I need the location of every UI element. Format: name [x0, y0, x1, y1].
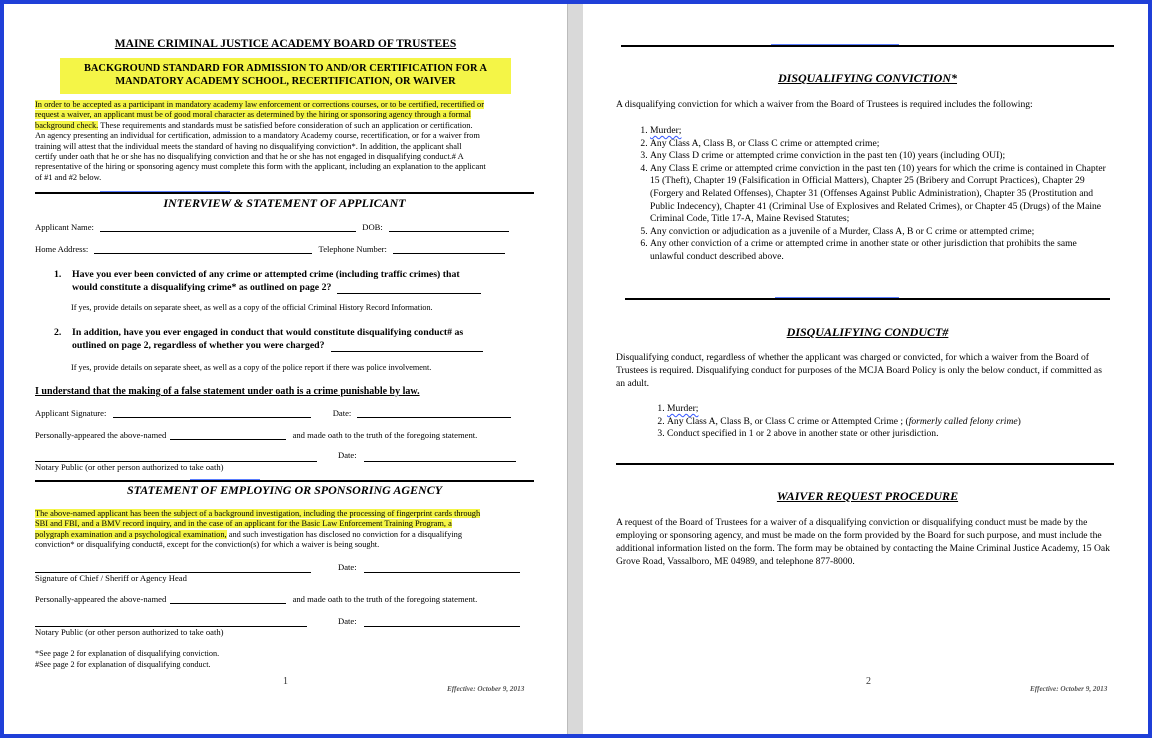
agency-highlight-3: polygraph examination and a psychological examination,: [35, 529, 227, 539]
appeared-name-field-2[interactable]: [170, 603, 286, 604]
notary-date-label-1: Date:: [338, 450, 357, 460]
p2-divider-3: [616, 463, 1114, 465]
notary-date-line-2[interactable]: [364, 626, 520, 627]
document-viewport[interactable]: [4, 4, 1148, 734]
intro-rest-5: representative of the hiring or sponsoring agency must complete this form with the applicant, including an explanation to the applicant: [35, 162, 486, 172]
conviction-item: 5. Any conviction or adjudication as a juvenile of a Murder, Class A, B or C crime or attempted crime;: [650, 226, 1112, 239]
conduct-item-3: 3. Conduct specified in 1 or 2 above in another state or other jurisdiction.: [667, 428, 1112, 441]
applicant-signature-row: [35, 408, 511, 418]
conduct-intro: Disqualifying conduct, regardless of whether the applicant was charged or convicted, for which a waiver from the Board of Trustees is required. Disqualifying conduct for purposes of the MCJA Board Policy is only the below conduct, if committed as an adult.: [616, 352, 1102, 389]
intro-highlight-3: background check.: [35, 120, 99, 130]
intro-rest-1: These requirements and standards must be satisfied before consideration of such an application or certification.: [98, 120, 473, 130]
agency-paragraph: [35, 509, 545, 551]
question-1: [54, 268, 481, 294]
q1-note: If yes, provide details on separate sheet, as well as a copy of the official Criminal History Record Information.: [71, 303, 433, 312]
intro-rest-6: of #1 and #2 below.: [35, 172, 102, 182]
agency-rest-4: conviction* or disqualifying conduct#, except for the conviction(s) for which a waiver is being sought.: [35, 540, 380, 550]
subtitle: [60, 63, 511, 88]
conviction-intro: A disqualifying conviction for which a waiver from the Board of Trustees is required includes the following:: [616, 99, 1033, 110]
q2-note: If yes, provide details on separate sheet, as well as a copy of the police report if there was police involvement.: [71, 363, 432, 372]
conduct-item-2: 2. Any Class A, Class B, or Class C crime or Attempted Crime ; (formerly called felony crime): [667, 416, 1112, 429]
q2-answer-field[interactable]: [331, 351, 483, 352]
personally-appeared-row-2: [35, 594, 477, 604]
q2-line-2: outlined on page 2, regardless of whether you were charged?: [72, 340, 325, 351]
q1-line-2: would constitute a disqualifying crime* as outlined on page 2?: [72, 282, 332, 293]
conduct-item-1: 1. Murder;: [667, 403, 1112, 416]
conviction-item: 6. Any other conviction of a crime or attempted crime in another state or other jurisdiction that prohibits the same unlawful conduct described above.: [650, 238, 1112, 263]
applicant-name-label: Applicant Name:: [35, 222, 94, 232]
agency-highlight-1: The above-named applicant has been the subject of a background investigation, including the processing of fingerprint cards through: [35, 509, 481, 518]
date-label-1: Date:: [332, 408, 352, 418]
applicant-signature-label: Applicant Signature:: [35, 408, 107, 418]
conviction-item: 4. Any Class E crime or attempted crime conviction in the past ten (10) years for which the crime is contained in Chapter 15 (Theft), Chapter 19 (Falsification in Official Matters), Chapter 25 (Bribery and Corrupt Practices), Chapter 29 (Forgery and Related Offenses), Chapter 31 (Offenses Against Public Administration), Chapter 35 (Prostitution and Public Indecency), Chapter 41 (Criminal Use of Explosives and Related Crimes), or Chapter 45 (Drugs) of the Maine Criminal Code, Title 17-A, Maine Revised Statutes;: [650, 163, 1112, 226]
intro-highlight-1: In order to be accepted as a participant in mandatory academy law enforcement or corrections courses, or to be certified, recertified or: [35, 100, 485, 109]
interview-heading: INTERVIEW & STATEMENT OF APPLICANT: [163, 196, 406, 210]
agency-rest-3: and such investigation has disclosed no conviction for a disqualifying: [226, 529, 463, 539]
subtitle-line-1: BACKGROUND STANDARD FOR ADMISSION TO AND/OR CERTIFICATION FOR A: [84, 63, 487, 74]
applicant-name-row: [35, 222, 509, 232]
p2-divider-1: [621, 45, 1114, 47]
section-divider-2: [35, 480, 534, 482]
footnotes: [35, 648, 219, 670]
waiver-text: A request of the Board of Trustees for a waiver of a disqualifying conviction or disqualifying conduct must be made by the employing or sponsoring agency, and must be made on the form provided by the Board for such purpose, and must include the additional information listed on the form. The form may be obtained by contacting the Maine Criminal Justice Academy, 15 Oak Grove Road, Vassalboro, ME 04989, and telephone 877-8000.: [616, 517, 1110, 567]
made-oath-label-2: and made oath to the truth of the foregoing statement.: [292, 594, 478, 604]
home-address-field[interactable]: [94, 253, 312, 254]
chief-date-line[interactable]: [364, 572, 520, 573]
q1-number: 1.: [54, 269, 62, 280]
oath-statement: I understand that the making of a false statement under oath is a crime punishable by law.: [35, 386, 420, 397]
q1-line-1: Have you ever been convicted of any crime or attempted crime (including traffic crimes) that: [72, 269, 460, 280]
p2-selection-marker-1: [771, 44, 899, 45]
subtitle-line-2: MANDATORY ACADEMY SCHOOL, RECERTIFICATION, OR WAIVER: [115, 75, 456, 87]
conviction-item: 2. Any Class A, Class B, or Class C crime or attempted crime;: [650, 138, 1112, 151]
selection-marker: [100, 191, 230, 192]
page-number-1: 1: [283, 676, 288, 687]
appeared-name-field-1[interactable]: [170, 439, 286, 440]
page-2: [583, 4, 1148, 734]
home-address-label: Home Address:: [35, 244, 89, 254]
notary-label-1: Notary Public (or other person authorized to take oath): [35, 462, 224, 472]
notary-label-2: Notary Public (or other person authorized to take oath): [35, 627, 224, 637]
effective-date-1: Effective: October 9, 2013: [447, 685, 525, 693]
p2-divider-2: [625, 298, 1110, 300]
personally-appeared-label-2: Personally-appeared the above-named: [35, 594, 167, 604]
intro-rest-2: An agency presenting an individual for certification, admission to a mandatory Academy course, recertification, or for a waiver from: [35, 131, 480, 141]
intro-rest-3: training will attest that the individual meets the standard of having no disqualifying conviction*. In addition, the applicant shall: [35, 141, 462, 151]
notary-date-line-1[interactable]: [364, 461, 516, 462]
conviction-item: 1. Murder;: [650, 125, 1112, 138]
conviction-item: 3. Any Class D crime or attempted crime conviction in the past ten (10) years (including OUI);: [650, 150, 1112, 163]
intro-rest-4: certify under oath that he or she has no disqualifying conviction and that he or she has not engaged in disqualifying conduct.# A: [35, 152, 464, 162]
q2-number: 2.: [54, 327, 62, 338]
waiver-heading: WAIVER REQUEST PROCEDURE: [776, 489, 959, 503]
footnote-1: *See page 2 for explanation of disqualifying conviction.: [35, 649, 220, 658]
personally-appeared-row-1: [35, 430, 477, 440]
effective-date-2: Effective: October 9, 2013: [1030, 685, 1108, 693]
date-field-1[interactable]: [357, 417, 511, 418]
q1-answer-field[interactable]: [337, 293, 481, 294]
intro-highlight-2: request a waiver, an applicant must be of good moral character as determined by the hiring or sponsoring agency through a formal: [35, 110, 471, 120]
question-2: [54, 326, 483, 352]
footnote-2: #See page 2 for explanation of disqualifying conduct.: [35, 660, 211, 669]
section-divider: [35, 192, 534, 194]
agency-heading: STATEMENT OF EMPLOYING OR SPONSORING AGENCY: [126, 483, 443, 497]
intro-paragraph: [35, 100, 545, 183]
page-number-2: 2: [866, 676, 871, 687]
page-1: [4, 4, 567, 734]
selection-marker-2: [190, 479, 260, 480]
notary-date-label-2: Date:: [338, 616, 357, 626]
personally-appeared-label-1: Personally-appeared the above-named: [35, 430, 167, 440]
dob-label: DOB:: [362, 222, 383, 232]
made-oath-label-1: and made oath to the truth of the foregoing statement.: [292, 430, 478, 440]
applicant-signature-field[interactable]: [113, 417, 311, 418]
telephone-label: Telephone Number:: [318, 244, 387, 254]
conviction-list: [616, 125, 1112, 264]
conduct-list: [616, 403, 1112, 441]
p2-selection-marker-2: [775, 297, 899, 298]
applicant-name-field[interactable]: [100, 231, 356, 232]
conviction-list-wrapper: [616, 125, 1112, 264]
address-row: [35, 244, 505, 254]
chief-date-label: Date:: [338, 562, 357, 572]
q2-line-1: In addition, have you ever engaged in conduct that would constitute disqualifying conduct# as: [72, 327, 464, 338]
conviction-heading: DISQUALIFYING CONVICTION*: [777, 71, 958, 85]
document-title: MAINE CRIMINAL JUSTICE ACADEMY BOARD OF TRUSTEES: [114, 38, 457, 50]
agency-highlight-2: SBI and FBI, and a BMV record inquiry, and in the case of an applicant for the Basic Law Enforcement Training Program, a: [35, 519, 452, 529]
chief-signature-label: Signature of Chief / Sheriff or Agency Head: [35, 573, 187, 583]
conduct-heading: DISQUALIFYING CONDUCT#: [786, 325, 949, 339]
conduct-list-wrapper: [616, 403, 1112, 441]
dob-field[interactable]: [389, 231, 509, 232]
telephone-field[interactable]: [393, 253, 505, 254]
